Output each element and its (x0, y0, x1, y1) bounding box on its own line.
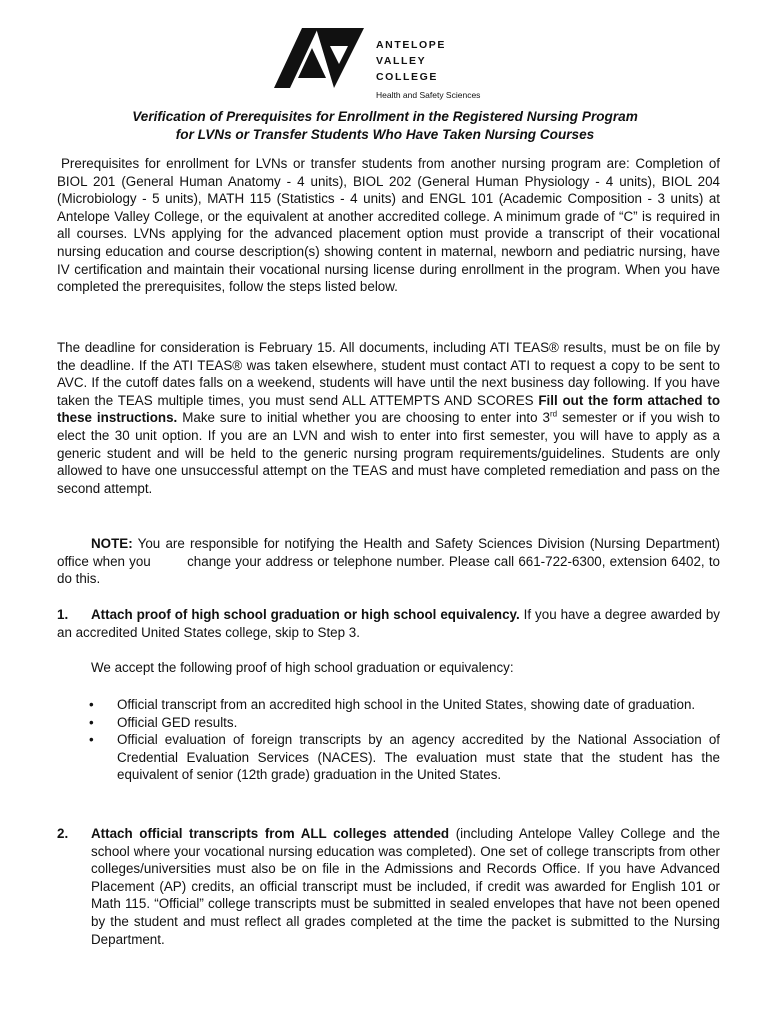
note-paragraph (57, 535, 720, 588)
step-1-number: 1. (57, 607, 69, 622)
division-name: Health and Safety Sciences (376, 90, 481, 100)
step-1-text: If you have a degree awarded by an accredited United States college, skip to Step 3. (57, 607, 721, 640)
bullet-text: Official evaluation of foreign transcripts by an agency accredited by the National Association of Credential Evaluation Services (NACES). The evaluation must state that the student has the equivalent of senior (12th grade) graduation in the United States. (117, 732, 720, 783)
deadline-superscript: rd (550, 409, 558, 419)
logo-line-antelope: ANTELOPE (376, 39, 446, 51)
step-2-number: 2. (57, 826, 69, 841)
bullet-text: Official GED results. (117, 714, 238, 730)
step-1-bullet-list (89, 696, 720, 784)
step-1-heading: Attach proof of high school graduation or high school equivalency. (91, 607, 520, 622)
deadline-paragraph (57, 339, 720, 497)
deadline-text-2: Make sure to initial whether you are choosing to enter into 3 (177, 410, 550, 426)
bullet-icon: • (89, 714, 94, 730)
deadline-bold: Fill out the form attached to these instructions. (57, 392, 721, 426)
note-text-1: You are responsible for notifying the Health and Safety Sciences Division (Nursing Department) office when you (57, 536, 720, 569)
step-2-paragraph (91, 825, 720, 948)
step-2-text: (including Antelope Valley College and the school where your vocational nursing education was completed). One set of college transcripts from other colleges/universities must also be on file in the Admissions and Records Office. If you have Advanced Placement (AP) credits, an official transcript must be included, if credit was awarded for English 101 or Math 115. “Official” college transcripts must be submitted in sealed envelopes that have not been opened by the student and must reflect all grades completed at the time the packet is submitted to the Nursing Department. (91, 826, 721, 947)
list-item (89, 714, 720, 732)
logo-line-college: COLLEGE (376, 71, 438, 83)
list-item (89, 731, 720, 784)
bullet-icon: • (89, 697, 94, 712)
bullet-icon: • (89, 732, 94, 748)
note-label: NOTE: (91, 536, 133, 551)
college-name (376, 37, 446, 85)
note-text-2: change your address or telephone number. Please call 661-722-6300, extension 6402, to do this. (57, 553, 720, 587)
title-line-1: Verification of Prerequisites for Enrollment in the Registered Nursing Program (132, 109, 638, 124)
step-2-heading: Attach official transcripts from ALL colleges attended (91, 826, 450, 841)
step-1-paragraph (57, 606, 720, 641)
title-line-2: for LVNs or Transfer Students Who Have Taken Nursing Courses (175, 126, 595, 142)
deadline-text-3: semester or if you wish to elect the 30 unit option. If you are an LVN and wish to enter into first semester, you will have to apply as a generic student and will be held to the generic nursing program requirements/guidelines. Students are only allowed to have one unsuccessful attempt on the TEAS and must have completed remediation and pass on the second attempt. (57, 410, 720, 496)
college-logo (272, 26, 512, 106)
intro-paragraph: Prerequisites for enrollment for LVNs or transfer students from another nursing program are: Completion of BIOL 201 (General Human Anatomy - 4 units), BIOL 202 (General Human Physiology - 4 units), BIOL 204 (Microbiology - 5 units), MATH 115 (Statistics - 4 units) and ENGL 101 (Academic Composition - 3 units) at Antelope Valley College, or the equivalent at another accredited college. A minimum grade of “C” is required in all courses. LVNs applying for the advanced placement option must provide a transcript of their vocational nursing education and course description(s) showing content in maternal, newborn and pediatric nursing, have IV certification and maintain their vocational nursing license during enrollment in the program. When you have completed the prerequisites, follow the steps listed below. (57, 156, 720, 295)
logo-line-valley: VALLEY (376, 55, 427, 67)
deadline-text-1: The deadline for consideration is February 15. All documents, including ATI TEAS® results, must be on file by the deadline. If the ATI TEAS® was taken elsewhere, student must contact ATI to request a copy to be sent to AVC. If the cutoff dates falls on a weekend, students will have until the next business day following. If you have taken the TEAS multiple times, you must send ALL ATTEMPTS AND SCORES (57, 340, 720, 408)
avc-logo-mark-icon (272, 26, 372, 90)
document-title (0, 108, 770, 143)
list-item (89, 696, 720, 714)
bullet-text: Official transcript from an accredited high school in the United States, showing date of graduation. (117, 697, 696, 712)
step-1-accept-text: We accept the following proof of high school graduation or equivalency: (91, 660, 514, 675)
